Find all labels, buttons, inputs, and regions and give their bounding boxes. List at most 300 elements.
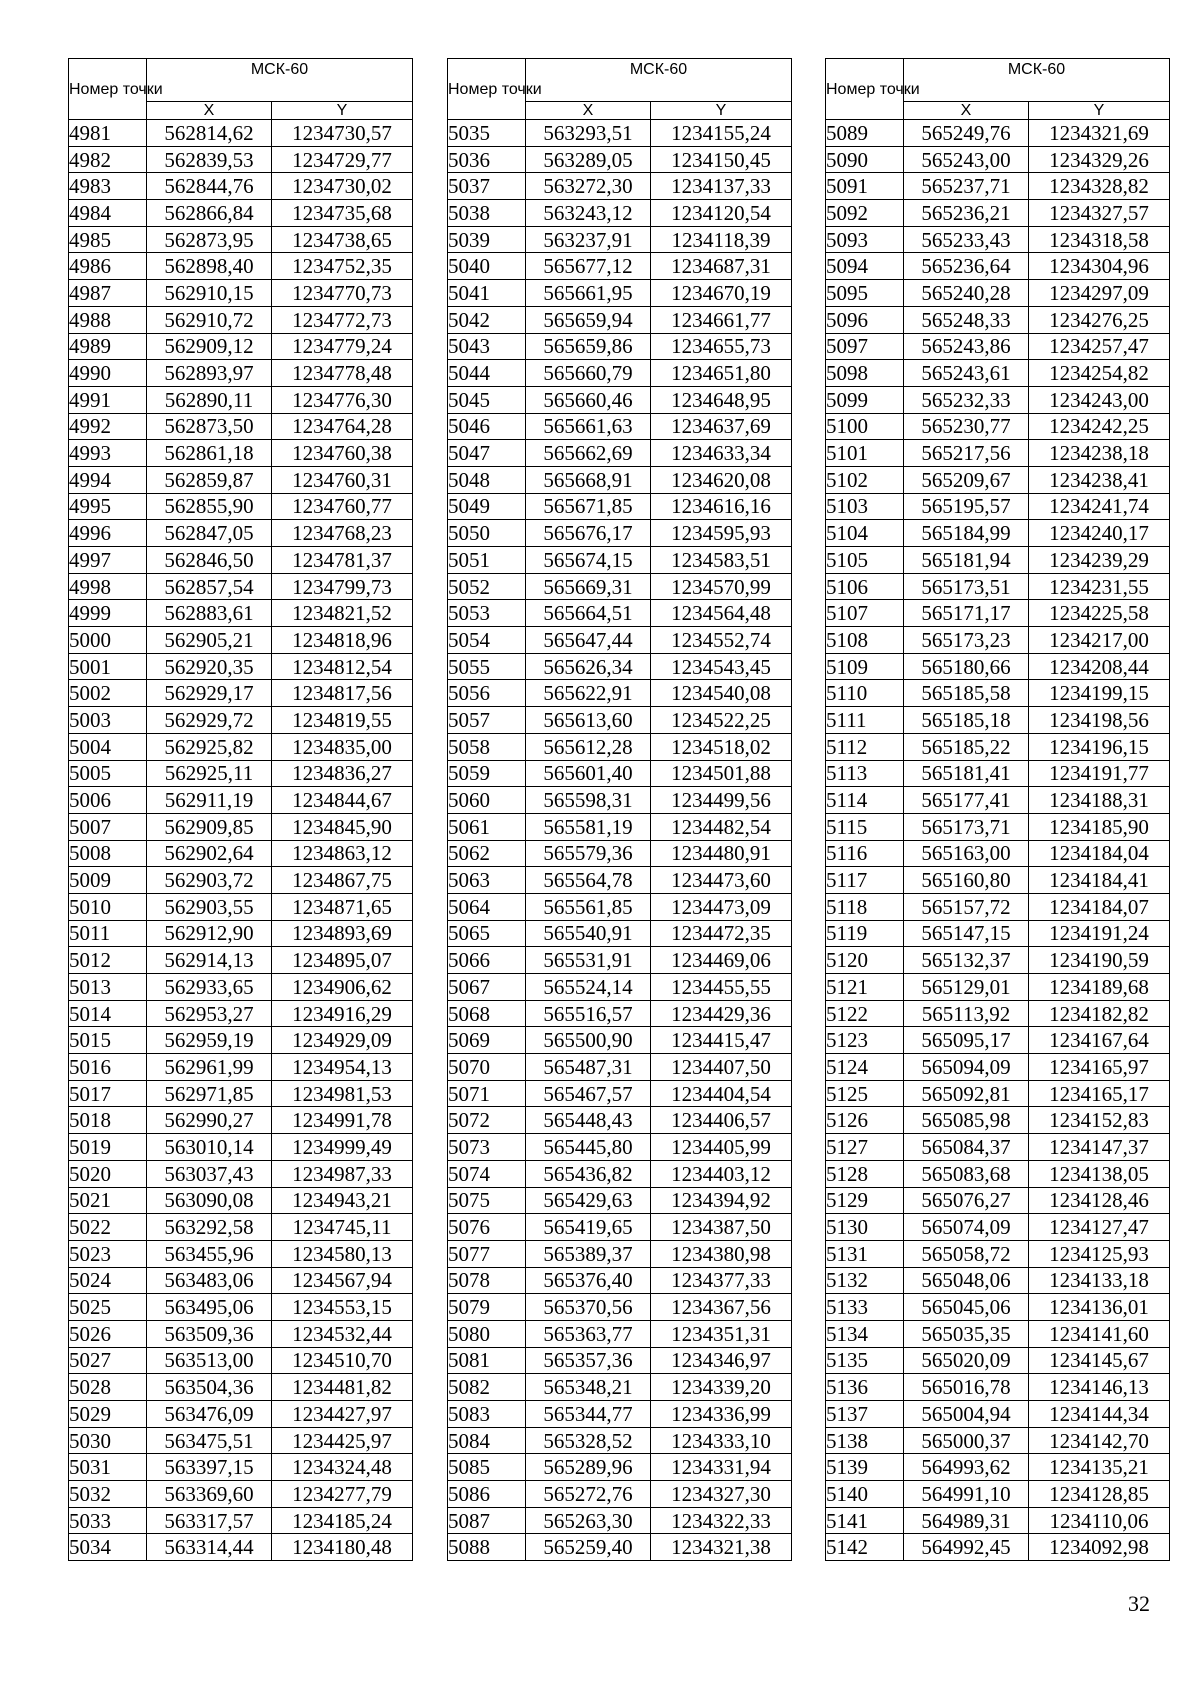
point-number-cell: 5088 bbox=[448, 1534, 526, 1561]
table-row bbox=[826, 947, 1170, 974]
table-row bbox=[69, 920, 413, 947]
y-coordinate-cell: 1234167,64 bbox=[1029, 1027, 1170, 1054]
x-coordinate-cell: 563495,06 bbox=[147, 1294, 272, 1321]
table-row bbox=[448, 413, 792, 440]
table-row bbox=[69, 333, 413, 360]
point-number-cell: 5053 bbox=[448, 600, 526, 627]
x-coordinate-cell: 565671,85 bbox=[526, 493, 651, 520]
point-number-cell: 5037 bbox=[448, 173, 526, 200]
y-coordinate-cell: 1234152,83 bbox=[1029, 1107, 1170, 1134]
x-coordinate-cell: 563037,43 bbox=[147, 1160, 272, 1187]
table-row bbox=[69, 1534, 413, 1561]
table-row bbox=[69, 146, 413, 173]
point-number-cell: 5090 bbox=[826, 146, 904, 173]
x-coordinate-cell: 565173,71 bbox=[904, 813, 1029, 840]
point-number-cell: 4994 bbox=[69, 466, 147, 493]
point-number-cell: 5073 bbox=[448, 1134, 526, 1161]
x-coordinate-cell: 565676,17 bbox=[526, 520, 651, 547]
y-coordinate-cell: 1234987,33 bbox=[272, 1160, 413, 1187]
x-coordinate-cell: 563237,91 bbox=[526, 226, 651, 253]
point-number-cell: 5131 bbox=[826, 1240, 904, 1267]
table-row bbox=[826, 306, 1170, 333]
point-number-cell: 5102 bbox=[826, 466, 904, 493]
y-coordinate-cell: 1234510,70 bbox=[272, 1347, 413, 1374]
table-row bbox=[448, 893, 792, 920]
y-coordinate-cell: 1234403,12 bbox=[651, 1160, 792, 1187]
y-coordinate-cell: 1234327,30 bbox=[651, 1481, 792, 1508]
point-number-cell: 5027 bbox=[69, 1347, 147, 1374]
x-coordinate-cell: 565659,94 bbox=[526, 306, 651, 333]
point-number-cell: 5094 bbox=[826, 253, 904, 280]
point-number-cell: 5106 bbox=[826, 573, 904, 600]
table-row bbox=[826, 1534, 1170, 1561]
x-coordinate-cell: 565113,92 bbox=[904, 1000, 1029, 1027]
y-coordinate-cell: 1234329,26 bbox=[1029, 146, 1170, 173]
y-coordinate-cell: 1234339,20 bbox=[651, 1374, 792, 1401]
y-coordinate-cell: 1234429,36 bbox=[651, 1000, 792, 1027]
y-coordinate-cell: 1234196,15 bbox=[1029, 733, 1170, 760]
table-row bbox=[448, 333, 792, 360]
x-coordinate-cell: 565249,76 bbox=[904, 120, 1029, 147]
y-coordinate-cell: 1234633,34 bbox=[651, 440, 792, 467]
point-number-cell: 5018 bbox=[69, 1107, 147, 1134]
coordinate-system-header: МСК-60 bbox=[526, 59, 792, 102]
point-number-cell: 5040 bbox=[448, 253, 526, 280]
table-row bbox=[448, 1214, 792, 1241]
table-row bbox=[448, 1000, 792, 1027]
table-row bbox=[826, 787, 1170, 814]
point-number-cell: 5022 bbox=[69, 1214, 147, 1241]
table-row bbox=[448, 1187, 792, 1214]
x-coordinate-cell: 562929,17 bbox=[147, 680, 272, 707]
y-coordinate-cell: 1234929,09 bbox=[272, 1027, 413, 1054]
table-row bbox=[448, 173, 792, 200]
x-coordinate-cell: 565622,91 bbox=[526, 680, 651, 707]
table-row bbox=[826, 867, 1170, 894]
y-coordinate-cell: 1234651,80 bbox=[651, 360, 792, 387]
y-coordinate-cell: 1234687,31 bbox=[651, 253, 792, 280]
table-row bbox=[448, 226, 792, 253]
y-coordinate-cell: 1234616,16 bbox=[651, 493, 792, 520]
x-coordinate-cell: 562920,35 bbox=[147, 653, 272, 680]
y-header: Y bbox=[651, 102, 792, 120]
x-coordinate-cell: 565132,37 bbox=[904, 947, 1029, 974]
point-number-cell: 5083 bbox=[448, 1401, 526, 1428]
table-row bbox=[826, 573, 1170, 600]
y-coordinate-cell: 1234752,35 bbox=[272, 253, 413, 280]
x-coordinate-cell: 565185,22 bbox=[904, 733, 1029, 760]
x-coordinate-cell: 562953,27 bbox=[147, 1000, 272, 1027]
x-coordinate-cell: 565181,94 bbox=[904, 547, 1029, 574]
x-coordinate-cell: 562857,54 bbox=[147, 573, 272, 600]
table-row bbox=[69, 947, 413, 974]
y-coordinate-cell: 1234092,98 bbox=[1029, 1534, 1170, 1561]
y-coordinate-cell: 1234778,48 bbox=[272, 360, 413, 387]
point-number-cell: 5109 bbox=[826, 653, 904, 680]
y-coordinate-cell: 1234125,93 bbox=[1029, 1240, 1170, 1267]
y-coordinate-cell: 1234128,85 bbox=[1029, 1481, 1170, 1508]
table-row bbox=[448, 1240, 792, 1267]
point-number-cell: 5035 bbox=[448, 120, 526, 147]
table-row bbox=[69, 1347, 413, 1374]
y-coordinate-cell: 1234738,65 bbox=[272, 226, 413, 253]
y-coordinate-cell: 1234730,02 bbox=[272, 173, 413, 200]
y-coordinate-cell: 1234138,05 bbox=[1029, 1160, 1170, 1187]
table-row bbox=[69, 733, 413, 760]
table-row bbox=[448, 1107, 792, 1134]
x-coordinate-cell: 563476,09 bbox=[147, 1401, 272, 1428]
table-row bbox=[448, 1294, 792, 1321]
y-coordinate-cell: 1234406,57 bbox=[651, 1107, 792, 1134]
y-coordinate-cell: 1234346,97 bbox=[651, 1347, 792, 1374]
x-coordinate-cell: 564989,31 bbox=[904, 1507, 1029, 1534]
y-coordinate-cell: 1234331,94 bbox=[651, 1454, 792, 1481]
x-coordinate-cell: 565163,00 bbox=[904, 840, 1029, 867]
x-coordinate-cell: 565045,06 bbox=[904, 1294, 1029, 1321]
point-number-cell: 5064 bbox=[448, 893, 526, 920]
x-coordinate-cell: 565232,33 bbox=[904, 386, 1029, 413]
y-coordinate-cell: 1234981,53 bbox=[272, 1080, 413, 1107]
y-coordinate-cell: 1234893,69 bbox=[272, 920, 413, 947]
x-coordinate-cell: 562839,53 bbox=[147, 146, 272, 173]
table-row bbox=[826, 974, 1170, 1001]
x-coordinate-cell: 565487,31 bbox=[526, 1054, 651, 1081]
point-number-cell: 5112 bbox=[826, 733, 904, 760]
table-row bbox=[69, 440, 413, 467]
y-coordinate-cell: 1234943,21 bbox=[272, 1187, 413, 1214]
x-coordinate-cell: 562909,85 bbox=[147, 813, 272, 840]
y-coordinate-cell: 1234564,48 bbox=[651, 600, 792, 627]
y-coordinate-cell: 1234916,29 bbox=[272, 1000, 413, 1027]
y-coordinate-cell: 1234321,69 bbox=[1029, 120, 1170, 147]
point-number-cell: 4998 bbox=[69, 573, 147, 600]
y-coordinate-cell: 1234225,58 bbox=[1029, 600, 1170, 627]
point-number-cell: 5113 bbox=[826, 760, 904, 787]
table-row bbox=[69, 173, 413, 200]
y-coordinate-cell: 1234472,35 bbox=[651, 920, 792, 947]
point-number-cell: 5101 bbox=[826, 440, 904, 467]
point-number-cell: 5060 bbox=[448, 787, 526, 814]
point-number-cell: 5137 bbox=[826, 1401, 904, 1428]
table-row bbox=[826, 360, 1170, 387]
table-row bbox=[826, 120, 1170, 147]
y-coordinate-cell: 1234184,41 bbox=[1029, 867, 1170, 894]
coordinates-table-1 bbox=[68, 58, 413, 1561]
point-number-cell: 5043 bbox=[448, 333, 526, 360]
point-number-cell: 4982 bbox=[69, 146, 147, 173]
x-coordinate-cell: 565357,36 bbox=[526, 1347, 651, 1374]
y-coordinate-cell: 1234821,52 bbox=[272, 600, 413, 627]
y-coordinate-cell: 1234473,60 bbox=[651, 867, 792, 894]
x-coordinate-cell: 562873,95 bbox=[147, 226, 272, 253]
table-row bbox=[448, 1080, 792, 1107]
x-coordinate-cell: 565660,46 bbox=[526, 386, 651, 413]
x-coordinate-cell: 563010,14 bbox=[147, 1134, 272, 1161]
point-number-cell: 5010 bbox=[69, 893, 147, 920]
table-row bbox=[69, 1427, 413, 1454]
point-number-cell: 4983 bbox=[69, 173, 147, 200]
y-coordinate-cell: 1234553,15 bbox=[272, 1294, 413, 1321]
point-number-cell: 4986 bbox=[69, 253, 147, 280]
x-coordinate-cell: 565181,41 bbox=[904, 760, 1029, 787]
point-number-cell: 5070 bbox=[448, 1054, 526, 1081]
table-row bbox=[69, 1454, 413, 1481]
table-row bbox=[826, 1134, 1170, 1161]
y-coordinate-cell: 1234469,06 bbox=[651, 947, 792, 974]
x-coordinate-cell: 562909,12 bbox=[147, 333, 272, 360]
table-row bbox=[826, 1214, 1170, 1241]
table-row bbox=[448, 146, 792, 173]
y-coordinate-cell: 1234328,82 bbox=[1029, 173, 1170, 200]
y-coordinate-cell: 1234844,67 bbox=[272, 787, 413, 814]
point-number-cell: 5020 bbox=[69, 1160, 147, 1187]
x-coordinate-cell: 565419,65 bbox=[526, 1214, 651, 1241]
table-row bbox=[448, 386, 792, 413]
table-row bbox=[69, 1107, 413, 1134]
point-number-cell: 5019 bbox=[69, 1134, 147, 1161]
point-number-cell: 5061 bbox=[448, 813, 526, 840]
y-coordinate-cell: 1234655,73 bbox=[651, 333, 792, 360]
x-coordinate-cell: 563090,08 bbox=[147, 1187, 272, 1214]
x-coordinate-cell: 565248,33 bbox=[904, 306, 1029, 333]
point-number-cell: 5001 bbox=[69, 653, 147, 680]
point-number-cell: 5009 bbox=[69, 867, 147, 894]
table-row bbox=[826, 840, 1170, 867]
table-row bbox=[69, 1507, 413, 1534]
x-coordinate-cell: 562910,15 bbox=[147, 280, 272, 307]
point-number-cell: 5078 bbox=[448, 1267, 526, 1294]
table-row bbox=[69, 680, 413, 707]
x-coordinate-cell: 564991,10 bbox=[904, 1481, 1029, 1508]
y-header: Y bbox=[1029, 102, 1170, 120]
table-row bbox=[69, 627, 413, 654]
y-coordinate-cell: 1234845,90 bbox=[272, 813, 413, 840]
point-number-cell: 5075 bbox=[448, 1187, 526, 1214]
table-row bbox=[448, 974, 792, 1001]
point-number-cell: 5026 bbox=[69, 1320, 147, 1347]
y-coordinate-cell: 1234387,50 bbox=[651, 1214, 792, 1241]
x-coordinate-cell: 565661,95 bbox=[526, 280, 651, 307]
point-number-cell: 5135 bbox=[826, 1347, 904, 1374]
y-coordinate-cell: 1234333,10 bbox=[651, 1427, 792, 1454]
y-coordinate-cell: 1234231,55 bbox=[1029, 573, 1170, 600]
point-number-cell: 5024 bbox=[69, 1267, 147, 1294]
table-row bbox=[69, 653, 413, 680]
point-number-cell: 5069 bbox=[448, 1027, 526, 1054]
y-coordinate-cell: 1234455,55 bbox=[651, 974, 792, 1001]
table-row bbox=[69, 707, 413, 734]
x-coordinate-cell: 565661,63 bbox=[526, 413, 651, 440]
x-coordinate-cell: 565500,90 bbox=[526, 1027, 651, 1054]
y-coordinate-cell: 1234145,67 bbox=[1029, 1347, 1170, 1374]
point-number-cell: 5048 bbox=[448, 466, 526, 493]
x-coordinate-cell: 565016,78 bbox=[904, 1374, 1029, 1401]
y-coordinate-cell: 1234637,69 bbox=[651, 413, 792, 440]
y-coordinate-cell: 1234473,09 bbox=[651, 893, 792, 920]
coordinates-table-2 bbox=[447, 58, 792, 1561]
y-coordinate-cell: 1234735,68 bbox=[272, 200, 413, 227]
x-coordinate-cell: 565237,71 bbox=[904, 173, 1029, 200]
table-row bbox=[448, 1534, 792, 1561]
point-number-cell: 5138 bbox=[826, 1427, 904, 1454]
x-coordinate-cell: 565674,15 bbox=[526, 547, 651, 574]
table-row bbox=[826, 1027, 1170, 1054]
x-coordinate-cell: 565230,77 bbox=[904, 413, 1029, 440]
y-coordinate-cell: 1234770,73 bbox=[272, 280, 413, 307]
x-coordinate-cell: 565370,56 bbox=[526, 1294, 651, 1321]
point-number-cell: 5059 bbox=[448, 760, 526, 787]
table-row bbox=[826, 466, 1170, 493]
point-number-cell: 4985 bbox=[69, 226, 147, 253]
y-coordinate-cell: 1234522,25 bbox=[651, 707, 792, 734]
point-number-cell: 5068 bbox=[448, 1000, 526, 1027]
x-coordinate-cell: 565363,77 bbox=[526, 1320, 651, 1347]
x-coordinate-cell: 565048,06 bbox=[904, 1267, 1029, 1294]
x-coordinate-cell: 562925,11 bbox=[147, 760, 272, 787]
point-number-cell: 5115 bbox=[826, 813, 904, 840]
x-coordinate-cell: 565626,34 bbox=[526, 653, 651, 680]
point-number-cell: 4988 bbox=[69, 306, 147, 333]
y-coordinate-cell: 1234243,00 bbox=[1029, 386, 1170, 413]
y-coordinate-cell: 1234188,31 bbox=[1029, 787, 1170, 814]
table-row bbox=[826, 680, 1170, 707]
x-header: X bbox=[526, 102, 651, 120]
y-coordinate-cell: 1234812,54 bbox=[272, 653, 413, 680]
table-row bbox=[826, 760, 1170, 787]
y-coordinate-cell: 1234427,97 bbox=[272, 1401, 413, 1428]
table-row bbox=[826, 226, 1170, 253]
x-coordinate-cell: 562846,50 bbox=[147, 547, 272, 574]
table-row bbox=[69, 600, 413, 627]
point-number-cell: 5134 bbox=[826, 1320, 904, 1347]
y-coordinate-cell: 1234304,96 bbox=[1029, 253, 1170, 280]
point-number-cell: 5050 bbox=[448, 520, 526, 547]
y-coordinate-cell: 1234324,48 bbox=[272, 1454, 413, 1481]
table-row bbox=[448, 547, 792, 574]
point-number-cell: 5092 bbox=[826, 200, 904, 227]
table-row bbox=[69, 1054, 413, 1081]
point-number-cell: 5076 bbox=[448, 1214, 526, 1241]
point-number-cell: 5080 bbox=[448, 1320, 526, 1347]
point-number-header: Номер точки bbox=[826, 59, 904, 120]
table-row bbox=[448, 1374, 792, 1401]
coordinate-system-header: МСК-60 bbox=[904, 59, 1170, 102]
x-coordinate-cell: 565084,37 bbox=[904, 1134, 1029, 1161]
point-number-cell: 5103 bbox=[826, 493, 904, 520]
table-row bbox=[826, 146, 1170, 173]
table-row bbox=[69, 1027, 413, 1054]
table-row bbox=[448, 760, 792, 787]
x-coordinate-cell: 563292,58 bbox=[147, 1214, 272, 1241]
table-row bbox=[69, 867, 413, 894]
x-coordinate-cell: 565259,40 bbox=[526, 1534, 651, 1561]
y-coordinate-cell: 1234999,49 bbox=[272, 1134, 413, 1161]
x-coordinate-cell: 565004,94 bbox=[904, 1401, 1029, 1428]
y-coordinate-cell: 1234764,28 bbox=[272, 413, 413, 440]
point-number-cell: 5079 bbox=[448, 1294, 526, 1321]
point-number-cell: 5065 bbox=[448, 920, 526, 947]
x-coordinate-cell: 565344,77 bbox=[526, 1401, 651, 1428]
x-coordinate-cell: 565129,01 bbox=[904, 974, 1029, 1001]
x-coordinate-cell: 565448,43 bbox=[526, 1107, 651, 1134]
table-row bbox=[69, 840, 413, 867]
table-row bbox=[69, 1000, 413, 1027]
y-coordinate-cell: 1234189,68 bbox=[1029, 974, 1170, 1001]
page-number: 32 bbox=[1128, 1591, 1150, 1616]
x-coordinate-cell: 562933,65 bbox=[147, 974, 272, 1001]
x-coordinate-cell: 565561,85 bbox=[526, 893, 651, 920]
table-row bbox=[448, 1320, 792, 1347]
x-coordinate-cell: 565348,21 bbox=[526, 1374, 651, 1401]
table-row bbox=[826, 920, 1170, 947]
y-coordinate-cell: 1234583,51 bbox=[651, 547, 792, 574]
table-row bbox=[69, 1187, 413, 1214]
point-number-cell: 5054 bbox=[448, 627, 526, 654]
table-row bbox=[69, 1401, 413, 1428]
table-row bbox=[448, 867, 792, 894]
x-coordinate-cell: 563455,96 bbox=[147, 1240, 272, 1267]
point-number-cell: 5121 bbox=[826, 974, 904, 1001]
y-coordinate-cell: 1234318,58 bbox=[1029, 226, 1170, 253]
y-coordinate-cell: 1234670,19 bbox=[651, 280, 792, 307]
table-row bbox=[826, 813, 1170, 840]
x-coordinate-cell: 562847,05 bbox=[147, 520, 272, 547]
point-number-cell: 4990 bbox=[69, 360, 147, 387]
point-number-cell: 5028 bbox=[69, 1374, 147, 1401]
point-number-cell: 5039 bbox=[448, 226, 526, 253]
x-coordinate-cell: 563475,51 bbox=[147, 1427, 272, 1454]
point-number-cell: 5012 bbox=[69, 947, 147, 974]
x-coordinate-cell: 565173,23 bbox=[904, 627, 1029, 654]
table-row bbox=[448, 1267, 792, 1294]
table-row bbox=[448, 840, 792, 867]
table-row bbox=[69, 547, 413, 574]
coordinates-table-3 bbox=[825, 58, 1170, 1561]
y-coordinate-cell: 1234185,90 bbox=[1029, 813, 1170, 840]
point-number-cell: 5034 bbox=[69, 1534, 147, 1561]
point-number-cell: 5089 bbox=[826, 120, 904, 147]
table-row bbox=[826, 440, 1170, 467]
point-number-cell: 5046 bbox=[448, 413, 526, 440]
x-coordinate-cell: 562855,90 bbox=[147, 493, 272, 520]
x-coordinate-cell: 565467,57 bbox=[526, 1080, 651, 1107]
table-row bbox=[826, 413, 1170, 440]
table-row bbox=[69, 360, 413, 387]
point-number-cell: 5142 bbox=[826, 1534, 904, 1561]
point-number-cell: 5008 bbox=[69, 840, 147, 867]
x-coordinate-cell: 562910,72 bbox=[147, 306, 272, 333]
point-number-cell: 5107 bbox=[826, 600, 904, 627]
point-number-cell: 5111 bbox=[826, 707, 904, 734]
point-number-cell: 5085 bbox=[448, 1454, 526, 1481]
y-coordinate-cell: 1234729,77 bbox=[272, 146, 413, 173]
point-number-cell: 5100 bbox=[826, 413, 904, 440]
y-coordinate-cell: 1234182,82 bbox=[1029, 1000, 1170, 1027]
x-coordinate-cell: 565540,91 bbox=[526, 920, 651, 947]
y-coordinate-cell: 1234191,77 bbox=[1029, 760, 1170, 787]
y-coordinate-cell: 1234501,88 bbox=[651, 760, 792, 787]
table-row bbox=[69, 893, 413, 920]
y-coordinate-cell: 1234818,96 bbox=[272, 627, 413, 654]
table-row bbox=[448, 520, 792, 547]
point-number-cell: 5096 bbox=[826, 306, 904, 333]
y-coordinate-cell: 1234819,55 bbox=[272, 707, 413, 734]
x-coordinate-cell: 562903,72 bbox=[147, 867, 272, 894]
y-coordinate-cell: 1234954,13 bbox=[272, 1054, 413, 1081]
point-number-cell: 5122 bbox=[826, 1000, 904, 1027]
y-coordinate-cell: 1234552,74 bbox=[651, 627, 792, 654]
point-number-cell: 5120 bbox=[826, 947, 904, 974]
